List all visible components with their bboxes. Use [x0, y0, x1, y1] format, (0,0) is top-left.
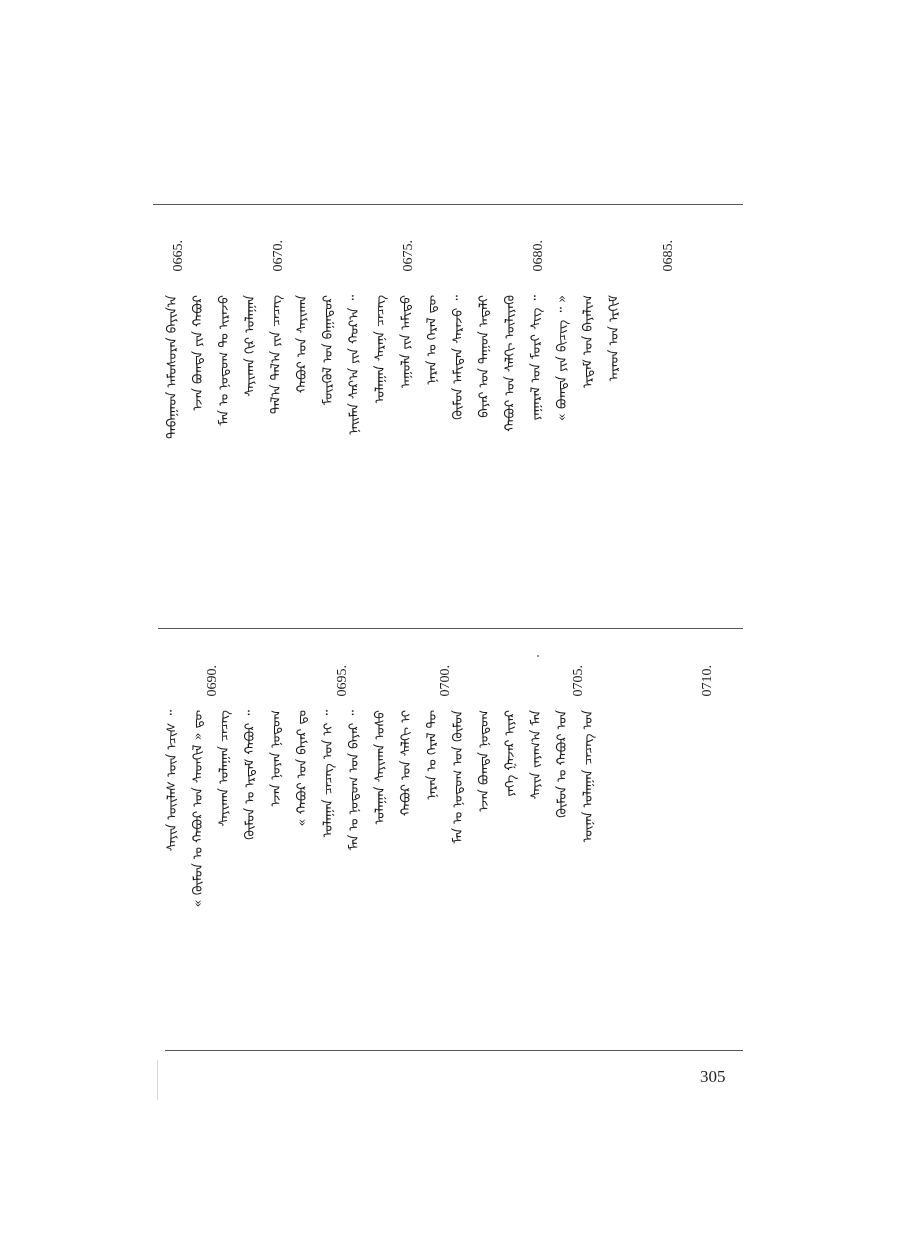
- top-rule: [153, 204, 743, 205]
- line-number-0695: 0695.: [335, 665, 350, 697]
- verse-line: ᠮᠥᠷᠭᠥᠯ ᠤᠨ ᠪᠠᠭᠠᠲᠤᠷ: [321, 295, 336, 406]
- verse-line: ᠠᠷᠠᠳ ᠤᠨ ᠡᠷᠬᠢᠮ: [607, 295, 622, 382]
- verse-line: ᠨᠠᠷᠠᠨ ᠤ ᠭᠡᠷᠡᠯ ᠲᠦ: [425, 710, 440, 800]
- verse-line: ᠦᠨᠡᠨ ᠤᠯᠠᠭᠠᠨ ᠴᠡᠴᠡᠭ ᠤᠨ: [581, 710, 596, 843]
- verse-line: ᠬᠦᠮᠦᠨ ᠤ ᠡᠷᠳᠡᠮ ᠬᠠᠪᠤᠷ ᠃: [243, 710, 258, 840]
- verse-line: ᠬᠠᠪᠤᠷ ᠤᠨ ᠰᠠᠯᠬᠢ ᠢ: [399, 710, 414, 817]
- verse-line: ᠲᠠᠯ᠎ᠠ ᠳᠠᠯ᠎ᠠ ᠶᠢᠨ ᠴᠡᠴᠡᠭ: [269, 295, 284, 414]
- verse-line: ᠬᠠᠪᠤᠷ ᠤᠨ ᠰᠠᠶᠢᠬᠠᠨ: [295, 295, 310, 394]
- line-number-0675: 0675.: [401, 240, 416, 272]
- verse-line: ᠡᠵᠡᠨ ᠪᠣᠭᠳᠠ ᠶᠢᠨ ᠬᠠᠪᠤᠷ: [191, 295, 206, 411]
- middle-rule: [158, 628, 743, 629]
- verse-block-bottom: [165, 655, 715, 908]
- verse-line: ᠮᠠᠨ ᠤ ᠨᠤᠲᠤᠭ ᠤᠨ ᠬᠦᠮᠦᠨ: [451, 710, 466, 844]
- line-number-0700: 0700.: [438, 665, 453, 697]
- line-number-0685: 0685.: [661, 240, 676, 272]
- verse-line: « ᠬᠠᠪᠤᠷ ᠤᠨ ᠪᠠᠶᠠᠷ ᠳᠤ: [295, 710, 310, 827]
- verse-line: ᠰᠠᠶᠢᠨ ᠦᠢᠯᠡᠰ ᠦᠨ ᠡᠴᠢᠰ ᠃: [165, 710, 180, 852]
- verse-line: ᠪᠠᠶᠠᠷ ᠤᠨ ᠳᠠᠭᠤᠨ ᠠᠳᠠᠯᠢ: [477, 295, 492, 418]
- verse-line: ᠰᠠᠶᠢᠨ ᠵᠠᠶᠠᠭ᠎ᠠ ᠮᠠᠨ: [529, 710, 544, 800]
- verse-line: ᠶᠡᠬᠡ ᠭᠠᠵᠠᠷ ᠢᠶᠠᠷ: [503, 710, 518, 797]
- verse-line: ᠤᠯᠠᠭᠠᠨ ᠰᠠᠶᠢᠬᠠᠨ ᠤᠰᠤ: [373, 710, 388, 825]
- line-number-0665: 0665.: [171, 240, 186, 272]
- verse-line: « ᠪᠣᠭᠳᠠ ᠶᠢᠨ ᠪᠢᠴᠢᠭ ᠃ »: [555, 295, 570, 422]
- verse-line: ᠬᠠᠪᠤᠷ ᠤᠨ ᠰᠠᠯᠬᠢ ᠦᠯᠢᠶᠡᠬᠦ: [503, 295, 518, 432]
- verse-line: ᠰᠠᠶᠢᠬᠠᠨ ᠬᠢᠷ ᠤᠯᠠᠭᠠᠨ: [243, 295, 258, 397]
- verse-line: ᠮᠠᠨ ᠤ ᠨᠤᠲᠤᠭ ᠲᠤ ᠢᠷᠡᠵᠦ: [217, 295, 232, 426]
- verse-line: ᠨᠠᠢᠮᠠᠨ ᠰᠠᠷ᠎ᠠ ᠶᠢᠨ ᠬᠤᠷ᠎ᠠ ᠃: [347, 295, 362, 435]
- verse-line: ᠤᠯᠠᠭᠠᠨ ᠴᠡᠴᠡᠭ ᠤᠨ ᠢ ᠃: [321, 710, 336, 838]
- verse-line: ᠡᠷᠳᠡᠮ ᠤᠨ ᠪᠠᠶᠠᠯᠢᠭ: [581, 295, 596, 388]
- verse-line: ᠰᠠᠶᠢᠬᠠᠨ ᠤᠯᠠᠭᠠᠨ ᠴᠡᠴᠡᠭ: [217, 710, 232, 827]
- verse-line: ᠤᠯᠠᠭᠠᠨ ᠰᠠᠷᠠᠨᠠ ᠴᠡᠴᠡᠭ: [373, 295, 388, 404]
- line-number-0690: 0690.: [205, 665, 220, 697]
- line-number-0710: 0710.: [700, 665, 715, 697]
- verse-block-top: [165, 240, 676, 500]
- verse-line: « ᠬᠦᠮᠦᠨ ᠤ ᠬᠠᠪᠤᠷ ᠤᠨ ᠰᠡᠳᠬᠢᠯ » ᠳᠦ: [191, 710, 206, 908]
- line-number-0705: 0705.: [571, 665, 586, 697]
- verse-line: ᠡᠵᠡᠨ ᠨᠣᠶᠠᠨ ᠨᠤᠲᠤᠭ: [269, 710, 284, 807]
- verse-line: ᠬᠦᠮᠦᠨ ᠠᠮᠢᠲᠠᠨ ᠰᠡᠷᠡᠵᠦ ᠃: [451, 295, 466, 420]
- line-number-0670: 0670.: [271, 240, 286, 272]
- margin-mark: [157, 1060, 158, 1100]
- verse-line: ᠬᠦᠮᠦᠨ ᠤ ᠬᠠᠪᠤᠷ ᠤᠨ: [555, 710, 570, 818]
- page-number: 305: [700, 1067, 726, 1086]
- line-number-0680: 0680.: [531, 240, 546, 272]
- verse-line: ᠠᠭᠤᠯᠠ ᠶᠢᠨ ᠠᠮᠢᠳᠤ: [399, 295, 414, 389]
- verse-line: ᠨᠠᠷᠠᠨ ᠤ ᠭᠡᠷᠡᠯ ᠳᠦ: [425, 295, 440, 385]
- verse-line: ᠶᠠᠭᠠᠷᠠᠯ ᠤᠨ ᠮᠣᠷᠢ ᠰᠢᠭ ᠃: [529, 295, 544, 421]
- verse-line: ᠡᠵᠡᠨ ᠪᠣᠭᠳᠠ ᠨᠤᠲᠤᠭ: [477, 710, 492, 812]
- bottom-rule: [165, 1050, 743, 1051]
- verse-line: ᠮᠠᠨ ᠤ ᠨᠤᠲᠤᠭ ᠤᠨ ᠪᠠᠶᠠᠷ ᠃: [347, 710, 362, 851]
- verse-line: ᠳᠠᠪᠠᠭᠠᠳ ᠠᠮᠤᠰᠤᠷᠠᠨ ᠪᠠᠶᠢᠨ᠎ᠠ: [165, 295, 180, 439]
